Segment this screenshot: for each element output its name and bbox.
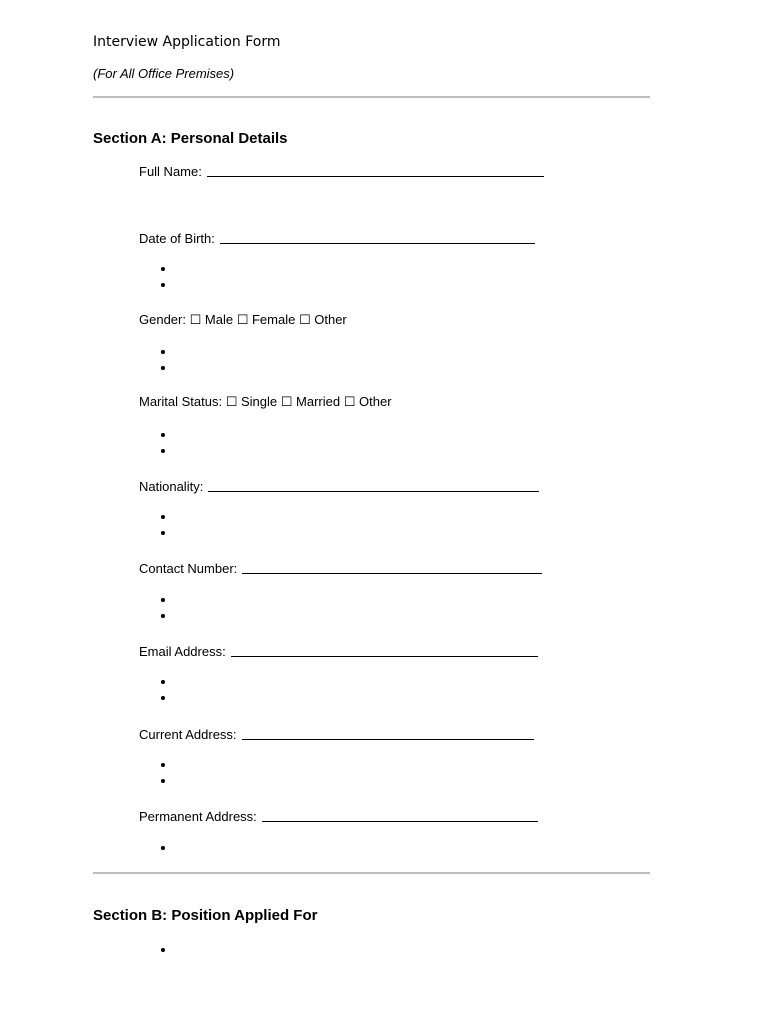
permanent-address-blank[interactable]	[262, 807, 538, 822]
bullet-point	[161, 283, 165, 287]
current-address-label: Current Address:	[139, 727, 237, 742]
full-name-field	[139, 161, 544, 180]
document-title: Interview Application Form	[93, 34, 281, 50]
bullet-point	[161, 696, 165, 700]
gender-field	[139, 311, 347, 329]
top-divider	[93, 96, 650, 98]
section-b-heading: Section B: Position Applied For	[93, 907, 318, 924]
email-address-field	[139, 641, 538, 660]
nationality-field	[139, 476, 539, 495]
option-male-label: Male	[204, 312, 234, 327]
marital-status-label: Marital Status:	[139, 394, 223, 409]
permanent-address-label: Permanent Address:	[139, 809, 257, 824]
bullet-point	[161, 350, 165, 354]
contact-number-label: Contact Number:	[139, 561, 238, 576]
option-gender-other-label: Other	[314, 312, 347, 327]
bullet-point	[161, 763, 165, 767]
bullet-point	[161, 531, 165, 535]
contact-number-blank[interactable]	[242, 559, 542, 574]
email-address-blank[interactable]	[231, 642, 538, 657]
bullet-point	[161, 449, 165, 453]
bullet-point	[161, 614, 165, 618]
checkbox-gender-other[interactable]: ☐	[298, 313, 311, 328]
current-address-field	[139, 724, 534, 743]
email-address-label: Email Address:	[139, 644, 226, 659]
full-name-blank[interactable]	[207, 162, 544, 177]
checkbox-male[interactable]: ☐	[189, 313, 202, 328]
option-marital-other-label: Other	[359, 394, 392, 409]
bullet-point	[161, 366, 165, 370]
checkbox-female[interactable]: ☐	[236, 313, 249, 328]
bullet-point	[161, 779, 165, 783]
bullet-point	[161, 267, 165, 271]
date-of-birth-label: Date of Birth:	[139, 231, 215, 246]
date-of-birth-field	[139, 228, 535, 247]
option-female-label: Female	[251, 312, 296, 327]
checkbox-marital-other[interactable]: ☐	[343, 395, 356, 410]
option-single-label: Single	[241, 394, 278, 409]
bullet-point	[161, 948, 165, 952]
marital-status-field	[139, 393, 392, 411]
contact-number-field	[139, 558, 542, 577]
bullet-point	[161, 846, 165, 850]
document-subtitle: (For All Office Premises)	[93, 66, 235, 81]
current-address-blank[interactable]	[242, 725, 534, 740]
bullet-point	[161, 598, 165, 602]
checkbox-single[interactable]: ☐	[225, 395, 238, 410]
nationality-label: Nationality:	[139, 479, 204, 494]
section-divider	[93, 872, 650, 874]
full-name-label: Full Name:	[139, 164, 202, 179]
bullet-point	[161, 680, 165, 684]
section-a-heading: Section A: Personal Details	[93, 130, 288, 147]
option-married-label: Married	[296, 394, 341, 409]
bullet-point	[161, 433, 165, 437]
bullet-point	[161, 515, 165, 519]
date-of-birth-blank[interactable]	[220, 229, 535, 244]
checkbox-married[interactable]: ☐	[280, 395, 293, 410]
gender-label: Gender:	[139, 312, 186, 327]
nationality-blank[interactable]	[208, 477, 539, 492]
permanent-address-field	[139, 806, 538, 825]
